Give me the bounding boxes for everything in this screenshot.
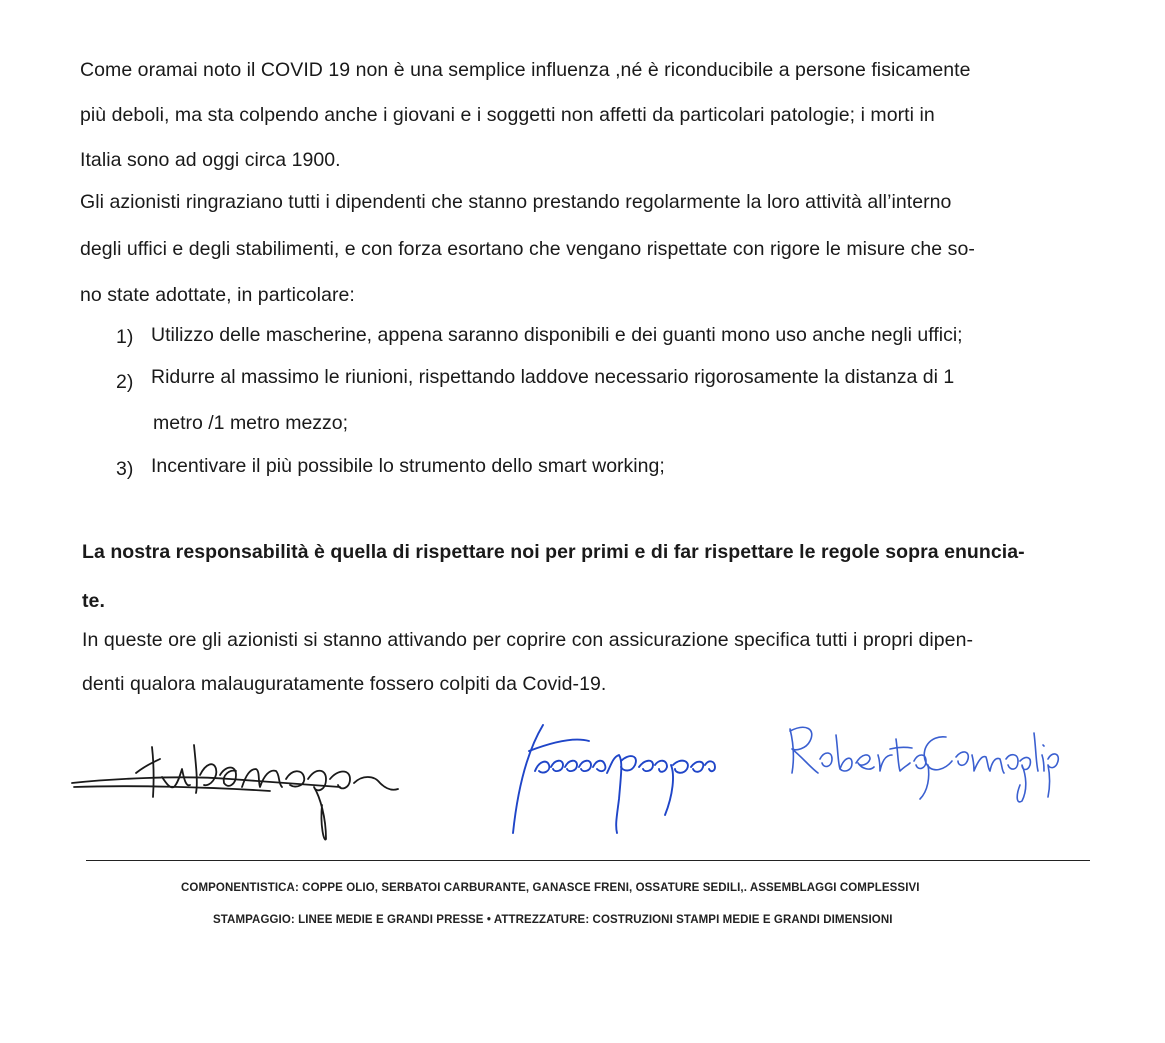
footer-line-2: STAMPAGGIO: LINEE MEDIE E GRANDI PRESSE • ATTREZZATURE: COSTRUZIONI STAMPI MEDIE E GRANDI DIMENSIONI xyxy=(213,914,893,926)
signature-2 xyxy=(495,715,725,840)
list-item-text: Utilizzo delle mascherine, appena saranno disponibili e dei guanti mono uso anche negli uffici; xyxy=(151,324,963,346)
signature-3 xyxy=(780,715,1060,805)
list-item-number: 2) xyxy=(116,371,134,393)
paragraph-3-line-1: In queste ore gli azionisti si stanno attivando per coprire con assicurazione specifica tutti i propri dipen- xyxy=(82,629,974,651)
paragraph-1-line-2: più deboli, ma sta colpendo anche i giovani e i soggetti non affetti da particolari patologie; i morti in xyxy=(80,104,935,126)
responsibility-line-1: La nostra responsabilità è quella di rispettare noi per primi e di far rispettare le regole sopra enuncia- xyxy=(82,541,1025,563)
paragraph-2-line-3: no state adottate, in particolare: xyxy=(80,284,355,306)
list-item-number: 1) xyxy=(116,326,134,348)
footer-divider xyxy=(86,860,1090,861)
list-item-text: Incentivare il più possibile lo strumento dello smart working; xyxy=(151,455,665,477)
signature-1 xyxy=(70,735,410,845)
responsibility-line-2: te. xyxy=(82,590,105,612)
list-item-text-continuation: metro /1 metro mezzo; xyxy=(153,412,349,434)
paragraph-2-line-1: Gli azionisti ringraziano tutti i dipendenti che stanno prestando regolarmente la loro attività all’interno xyxy=(80,191,952,213)
footer-line-1: COMPONENTISTICA: COPPE OLIO, SERBATOI CARBURANTE, GANASCE FRENI, OSSATURE SEDILI,. ASSEMBLAGGI COMPLESSIVI xyxy=(181,882,920,894)
paragraph-1-line-1: Come oramai noto il COVID 19 non è una semplice influenza ,né è riconducibile a persone fisicamente xyxy=(80,59,971,81)
list-item-text: Ridurre al massimo le riunioni, rispettando laddove necessario rigorosamente la distanza di 1 xyxy=(151,366,955,388)
paragraph-1-line-3: Italia sono ad oggi circa 1900. xyxy=(80,149,341,171)
paragraph-3-line-2: denti qualora malauguratamente fossero colpiti da Covid-19. xyxy=(82,673,607,695)
list-item-number: 3) xyxy=(116,458,134,480)
paragraph-2-line-2: degli uffici e degli stabilimenti, e con forza esortano che vengano rispettate con rigore le misure che so- xyxy=(80,238,975,260)
